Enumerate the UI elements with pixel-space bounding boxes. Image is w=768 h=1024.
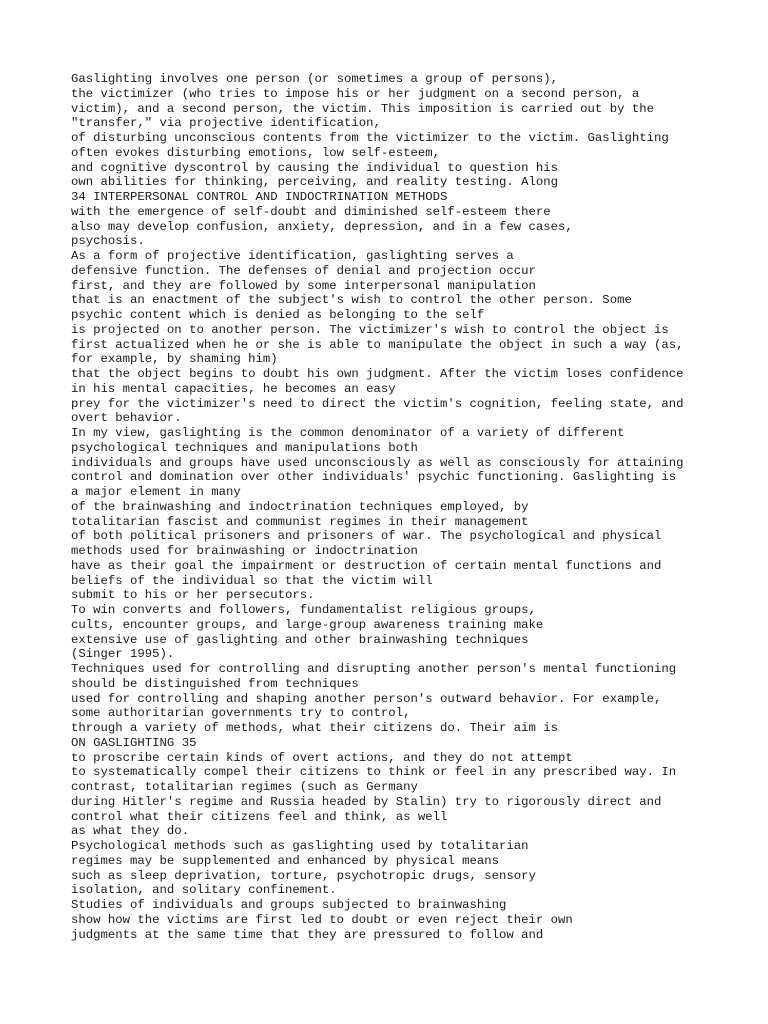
text-line: as what they do. (71, 824, 190, 839)
text-line: often evokes disturbing emotions, low self-esteem, (71, 145, 440, 160)
text-line: In my view, gaslighting is the common denominator of a variety of different (71, 426, 625, 440)
text-line: (Singer 1995). (71, 647, 175, 662)
text-line: psychological techniques and manipulations both (71, 440, 418, 455)
text-line: Psychological methods such as gaslighting used by totalitarian (71, 839, 529, 853)
text-line: isolation, and solitary confinement. (71, 883, 337, 898)
text-line: should be distinguished from techniques (71, 676, 359, 691)
text-line: of both political prisoners and prisoners of war. The psychological and physical (71, 529, 662, 544)
text-line: individuals and groups have used unconsciously as well as consciously for attaining (71, 455, 684, 470)
text-line: with the emergence of self-doubt and diminished self-esteem there (71, 204, 551, 219)
text-line: As a form of projective identification, gaslighting serves a (71, 249, 514, 263)
text-line: such as sleep deprivation, torture, psychotropic drugs, sensory (71, 868, 536, 883)
text-line: submit to his or her persecutors. (71, 588, 315, 603)
text-line: and cognitive dyscontrol by causing the individual to question his (71, 160, 559, 175)
text-line: of disturbing unconscious contents from the victimizer to the victim. Gaslighting (71, 131, 669, 145)
text-line: extensive use of gaslighting and other brainwashing techniques (71, 632, 529, 647)
text-line: to systematically compel their citizens to think or feel in any prescribed way. In (71, 765, 677, 780)
text-line: used for controlling and shaping another person's outward behavior. For example, (71, 691, 662, 706)
text-line: some authoritarian governments try to control, (71, 706, 411, 721)
text-line: totalitarian fascist and communist regimes in their management (71, 514, 529, 529)
text-line: for example, by shaming him) (71, 352, 278, 367)
text-line: "transfer," via projective identification, (71, 116, 381, 131)
text-line: methods used for brainwashing or indoctrination (71, 544, 418, 558)
text-line: Techniques used for controlling and disrupting another person's mental functioning (71, 662, 677, 676)
text-line: of the brainwashing and indoctrination techniques employed, by (71, 499, 529, 514)
text-line: show how the victims are first led to doubt or even reject their own (71, 912, 573, 927)
running-header: 34 INTERPERSONAL CONTROL AND INDOCTRINATION METHODS (71, 190, 448, 204)
document-page (71, 72, 731, 942)
text-line: beliefs of the individual so that the victim will (71, 573, 433, 588)
text-line: that the object begins to doubt his own judgment. After the victim loses confidence (71, 367, 684, 381)
running-header: ON GASLIGHTING 35 (71, 735, 197, 750)
text-line: Studies of individuals and groups subjected to brainwashing (71, 898, 507, 912)
text-line: contrast, totalitarian regimes (such as Germany (71, 780, 418, 794)
text-line: own abilities for thinking, perceiving, and reality testing. Along (71, 175, 559, 190)
text-line: psychic content which is denied as belonging to the self (71, 308, 485, 322)
text-line: psychosis. (71, 234, 145, 249)
text-line: overt behavior. (71, 411, 182, 426)
text-line: through a variety of methods, what their citizens do. Their aim is (71, 721, 559, 735)
text-line: Gaslighting involves one person (or sometimes a group of persons), (71, 72, 559, 86)
body-text (71, 72, 731, 942)
text-line: that is an enactment of the subject's wish to control the other person. Some (71, 293, 632, 308)
text-line: to proscribe certain kinds of overt actions, and they do not attempt (71, 750, 573, 765)
text-line: the victimizer (who tries to impose his or her judgment on a second person, a (71, 86, 640, 101)
text-line: prey for the victimizer's need to direct the victim's cognition, feeling state, and (71, 396, 684, 411)
text-line: in his mental capacities, he becomes an easy (71, 381, 396, 396)
text-line: judgments at the same time that they are pressured to follow and (71, 927, 544, 942)
text-line: control what their citizens feel and think, as well (71, 809, 448, 824)
text-line: also may develop confusion, anxiety, depression, and in a few cases, (71, 219, 573, 234)
text-line: regimes may be supplemented and enhanced by physical means (71, 853, 500, 868)
text-line: cults, encounter groups, and large-group awareness training make (71, 617, 544, 632)
text-line: is projected on to another person. The victimizer's wish to control the object is (71, 322, 669, 337)
text-line: first, and they are followed by some interpersonal manipulation (71, 278, 536, 293)
text-line: first actualized when he or she is able to manipulate the object in such a way (as, (71, 337, 684, 352)
text-line: To win converts and followers, fundamentalist religious groups, (71, 603, 536, 617)
text-line: during Hitler's regime and Russia headed by Stalin) try to rigorously direct and (71, 794, 662, 809)
text-line: control and domination over other individuals' psychic functioning. Gaslighting is (71, 470, 677, 485)
text-line: victim), and a second person, the victim. This imposition is carried out by the (71, 101, 654, 116)
text-line: have as their goal the impairment or destruction of certain mental functions and (71, 558, 662, 573)
text-line: a major element in many (71, 485, 241, 499)
text-line: defensive function. The defenses of denial and projection occur (71, 263, 536, 278)
